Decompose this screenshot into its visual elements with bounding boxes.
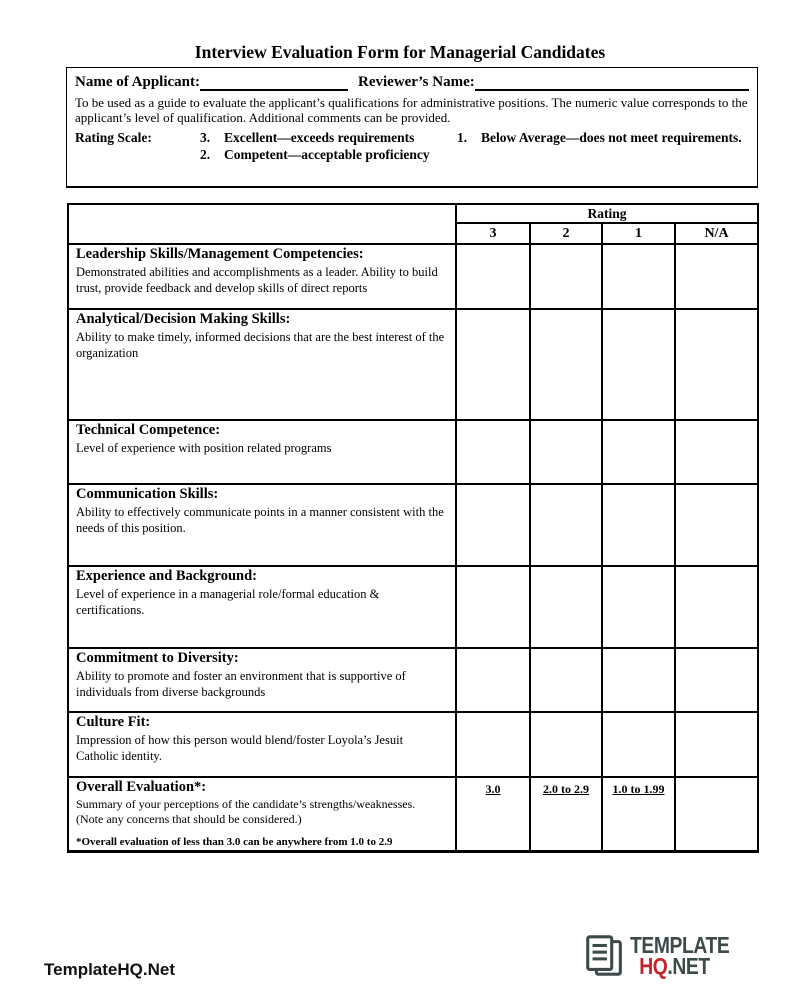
rating-col-na: N/A (675, 223, 758, 244)
criteria-header-cell (68, 204, 456, 244)
rating-cell-1[interactable] (602, 484, 675, 566)
row-desc: Level of experience with position related programs (76, 440, 332, 455)
criteria-cell (68, 648, 456, 712)
scale-item-num: 1. (457, 130, 468, 146)
rating-scale (75, 130, 749, 163)
row-title: Culture Fit: (76, 714, 151, 730)
rating-value: 3.0 (485, 782, 501, 796)
table-row-diversity (68, 648, 758, 712)
row-desc: Ability to promote and foster an environment that is supportive of individuals from diverse backgrounds (76, 668, 406, 699)
reviewer-name-label: Reviewer’s Name: (358, 74, 475, 90)
rating-cell-1[interactable] (602, 712, 675, 777)
rating-cell-na[interactable] (675, 420, 758, 484)
criteria-cell (68, 244, 456, 309)
rating-cell-3[interactable] (456, 777, 530, 851)
rating-cell-1[interactable] (602, 309, 675, 420)
table-row-leadership (68, 244, 758, 309)
table-row-communication (68, 484, 758, 566)
logo-hq: HQ (639, 953, 668, 979)
form-instructions: To be used as a guide to evaluate the applicant’s qualifications for administrative positions. The numeric value corresponds to the applicant’s level of qualification. Additional comments can be provided. (75, 95, 748, 126)
rating-cell-na[interactable] (675, 777, 758, 851)
row-title: Commitment to Diversity: (76, 650, 239, 666)
rating-cell-1[interactable] (602, 420, 675, 484)
rating-cell-3[interactable] (456, 712, 530, 777)
table-row-technical (68, 420, 758, 484)
logo-text (630, 932, 730, 979)
rating-scale-label: Rating Scale: (75, 130, 152, 146)
row-title: Technical Competence: (76, 422, 221, 438)
scale-item-text: Below Average—does not meet requirements. (481, 130, 742, 146)
rating-cell-1[interactable] (602, 648, 675, 712)
rating-cell-na[interactable] (675, 712, 758, 777)
criteria-cell (68, 484, 456, 566)
rating-scale-col2 (457, 130, 742, 163)
logo-line1: TEMPLATE (630, 932, 730, 959)
evaluation-table (67, 203, 759, 853)
applicant-name-label: Name of Applicant: (75, 74, 200, 90)
scale-item-text: Excellent—exceeds requirements (224, 130, 415, 146)
table-row-analytical (68, 309, 758, 420)
rating-cell-na[interactable] (675, 244, 758, 309)
table-row-overall-evaluation (68, 777, 758, 851)
rating-value: 2.0 to 2.9 (543, 782, 589, 796)
rating-col-2: 2 (530, 223, 602, 244)
overall-evaluation-note: *Overall evaluation of less than 3.0 can be anywhere from 1.0 to 2.9 (76, 835, 393, 848)
rating-scale-col1 (200, 130, 437, 163)
rating-header: Rating (456, 204, 758, 223)
rating-cell-3[interactable] (456, 244, 530, 309)
rating-col-3: 3 (456, 223, 530, 244)
row-title: Overall Evaluation*: (76, 779, 207, 795)
rating-cell-3[interactable] (456, 420, 530, 484)
scale-item-3 (200, 130, 437, 146)
rating-cell-3[interactable] (456, 648, 530, 712)
rating-cell-3[interactable] (456, 566, 530, 648)
site-name-watermark: TemplateHQ.Net (44, 960, 175, 979)
logo-line2 (639, 953, 729, 979)
rating-cell-3[interactable] (456, 484, 530, 566)
table-row-experience (68, 566, 758, 648)
criteria-cell (68, 712, 456, 777)
name-line (75, 70, 749, 91)
criteria-cell (68, 420, 456, 484)
rating-cell-2[interactable] (530, 244, 602, 309)
templatehq-logo[interactable] (582, 932, 748, 980)
rating-cell-na[interactable] (675, 648, 758, 712)
row-desc: Demonstrated abilities and accomplishments as a leader. Ability to build trust, provide feedback and develop skills of direct reports (76, 264, 438, 295)
rating-cell-2[interactable] (530, 712, 602, 777)
document-icon (582, 933, 628, 979)
scale-item-num: 3. (200, 130, 211, 146)
rating-cell-na[interactable] (675, 566, 758, 648)
row-desc-line: Summary of your perceptions of the candidate’s strengths/weaknesses. (76, 796, 416, 811)
table-row-culture-fit (68, 712, 758, 777)
rating-cell-2[interactable] (530, 777, 602, 851)
rating-cell-1[interactable] (602, 777, 675, 851)
row-desc: Ability to effectively communicate points in a manner consistent with the needs of this position. (76, 504, 444, 535)
rating-col-1: 1 (602, 223, 675, 244)
row-title: Leadership Skills/Management Competencies: (76, 246, 364, 262)
form-header-box (66, 67, 758, 188)
row-title: Experience and Background: (76, 568, 258, 584)
logo-net: .NET (667, 953, 710, 979)
rating-cell-2[interactable] (530, 484, 602, 566)
rating-cell-2[interactable] (530, 566, 602, 648)
rating-cell-2[interactable] (530, 648, 602, 712)
rating-cell-1[interactable] (602, 566, 675, 648)
row-title: Analytical/Decision Making Skills: (76, 311, 291, 327)
rating-cell-2[interactable] (530, 309, 602, 420)
rating-cell-1[interactable] (602, 244, 675, 309)
rating-cell-2[interactable] (530, 420, 602, 484)
row-desc: Impression of how this person would blend/foster Loyola’s Jesuit Catholic identity. (76, 732, 404, 763)
scale-item-text: Competent—acceptable proficiency (224, 146, 430, 162)
rating-cell-3[interactable] (456, 309, 530, 420)
scale-item-num: 2. (200, 146, 211, 162)
row-desc-line: (Note any concerns that should be considered.) (76, 811, 302, 826)
rating-cell-na[interactable] (675, 484, 758, 566)
criteria-cell (68, 566, 456, 648)
criteria-cell (68, 777, 456, 851)
row-desc: Ability to make timely, informed decisions that are the best interest of the organization (76, 329, 445, 360)
reviewer-name-field[interactable] (475, 75, 749, 91)
row-title: Communication Skills: (76, 486, 219, 502)
rating-cell-na[interactable] (675, 309, 758, 420)
page-title: Interview Evaluation Form for Managerial Candidates (194, 42, 606, 62)
row-desc: Level of experience in a managerial role/formal education & certifications. (76, 586, 380, 617)
applicant-name-field[interactable] (200, 75, 348, 91)
rating-value: 1.0 to 1.99 (612, 782, 665, 796)
scale-item-1 (457, 130, 742, 146)
criteria-cell (68, 309, 456, 420)
scale-item-2 (200, 147, 437, 163)
